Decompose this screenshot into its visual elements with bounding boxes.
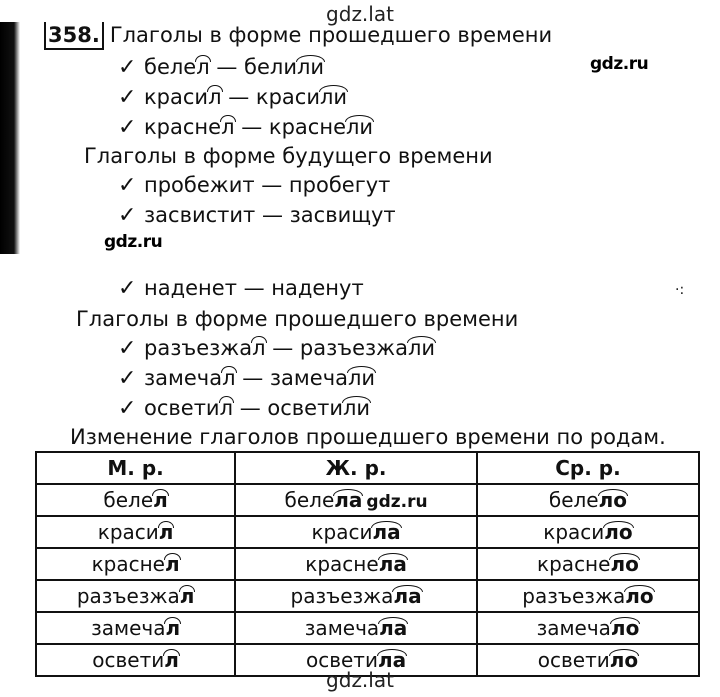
s1-item-2	[118, 84, 347, 111]
s3-item-1-a: разъезжа	[144, 336, 253, 360]
s1-item-1-suffix-a: л	[196, 55, 210, 79]
s3-item-3-suffix-b: ли	[342, 396, 371, 420]
dash: —	[242, 366, 264, 390]
s2-item-3-text: наденет — наденут	[144, 276, 364, 300]
s1-item-1-b: бели	[244, 55, 297, 79]
cell-masculine	[36, 516, 235, 548]
cell-suffix: ла	[379, 616, 408, 640]
s1-item-2-a: краси	[144, 85, 209, 109]
cell-stem: освети	[92, 648, 165, 672]
s3-item-2-a: замеча	[144, 366, 223, 390]
cell-suffix: л	[179, 584, 195, 608]
scan-edge-shadow	[0, 22, 20, 254]
s3-item-3-b: освети	[267, 396, 343, 420]
header-feminine: Ж. р.	[235, 452, 477, 484]
cell-stem: освети	[537, 648, 610, 672]
s1-item-1	[118, 54, 324, 81]
table-row	[36, 484, 699, 516]
header-neuter: Ср. р.	[477, 452, 699, 484]
s1-item-3	[118, 114, 373, 141]
s3-item-2-suffix-a: л	[222, 366, 236, 390]
watermark-side-1: gdz.ru	[590, 54, 649, 74]
s3-item-1-suffix-b: ли	[407, 336, 436, 360]
dash: —	[228, 85, 250, 109]
s1-item-3-suffix-b: ли	[346, 115, 374, 139]
s3-item-3-suffix-a: л	[219, 396, 234, 420]
section1-heading: Глаголы в форме прошедшего времени	[109, 23, 553, 47]
cell-suffix: ло	[609, 648, 639, 672]
cell-neuter	[477, 548, 699, 580]
dash: —	[241, 115, 263, 139]
section2-heading: Глаголы в форме будущего времени	[84, 144, 493, 168]
cell-feminine	[235, 612, 477, 644]
dash: —	[272, 336, 294, 360]
cell-feminine	[235, 580, 477, 612]
cell-stem: разъезжа	[76, 584, 180, 608]
cell-suffix: л	[165, 616, 181, 640]
cell-stem: освети	[305, 648, 378, 672]
s3-item-3-a: освети	[144, 396, 220, 420]
cell-neuter	[477, 516, 699, 548]
cell-stem: беле	[103, 488, 154, 512]
section3-heading: Глаголы в форме прошедшего времени	[76, 307, 519, 331]
table-caption: Изменение глаголов прошедшего времени по родам.	[70, 425, 666, 449]
cell-suffix: ла	[334, 488, 363, 512]
scan-speck: ·:	[675, 282, 685, 298]
table-row	[36, 612, 699, 644]
cell-stem: разъезжа	[522, 584, 626, 608]
s1-item-3-suffix-a: л	[221, 115, 235, 139]
s2-item-2-text: засвистит — засвищут	[144, 203, 396, 227]
s3-item-3	[118, 395, 370, 422]
cell-suffix: л	[153, 488, 168, 512]
header-masculine: М. р.	[36, 452, 235, 484]
cell-suffix: ло	[625, 584, 654, 608]
s3-item-1-suffix-a: л	[252, 336, 266, 360]
s2-item-1-text: пробежит — пробегут	[144, 173, 391, 197]
check-icon: ✓	[118, 85, 137, 110]
s1-item-1-suffix-b: ли	[296, 55, 325, 79]
s3-item-2	[118, 365, 375, 392]
section1-heading-line	[44, 22, 552, 50]
cell-neuter	[477, 612, 699, 644]
s1-item-2-suffix-a: л	[208, 85, 222, 109]
check-icon: ✓	[118, 55, 137, 80]
cell-masculine	[36, 612, 235, 644]
s2-item-3	[118, 275, 364, 302]
cell-masculine	[36, 580, 235, 612]
s2-item-1	[118, 172, 390, 199]
cell-stem: красне	[305, 552, 379, 576]
cell-suffix: ла	[377, 648, 407, 672]
cell-feminine	[235, 516, 477, 548]
s3-item-1-b: разъезжа	[299, 336, 408, 360]
check-icon: ✓	[118, 276, 137, 301]
cell-stem: краси	[97, 520, 159, 544]
cell-neuter	[477, 484, 699, 516]
cell-suffix: ло	[610, 616, 640, 640]
s2-item-2	[118, 202, 396, 229]
check-icon: ✓	[118, 366, 137, 391]
watermark-top: gdz.lat	[326, 2, 394, 26]
cell-stem: красне	[91, 552, 165, 576]
watermark-bottom: gdz.lat	[326, 668, 394, 692]
cell-feminine	[235, 484, 477, 516]
cell-suffix: ло	[610, 552, 639, 576]
cell-suffix: л	[164, 648, 179, 672]
cell-suffix: ло	[598, 488, 627, 512]
cell-neuter	[477, 580, 699, 612]
cell-stem: замеча	[304, 616, 380, 640]
cell-suffix: л	[158, 520, 174, 544]
exercise-number: 358.	[44, 22, 104, 50]
cell-stem: беле	[548, 488, 599, 512]
s1-item-2-suffix-b: ли	[319, 85, 348, 109]
cell-stem: разъезжа	[290, 584, 394, 608]
cell-stem: беле	[284, 488, 335, 512]
cell-stem: замеча	[536, 616, 611, 640]
table-row	[36, 548, 699, 580]
cell-suffix: ла	[372, 520, 401, 544]
s3-item-1	[118, 335, 435, 362]
gender-forms-table	[35, 451, 700, 677]
table-header-row	[36, 452, 699, 484]
cell-stem: краси	[543, 520, 605, 544]
s3-item-2-suffix-b: ли	[347, 366, 376, 390]
cell-stem: замеча	[91, 616, 166, 640]
cell-feminine	[235, 548, 477, 580]
table-row	[36, 516, 699, 548]
dash: —	[239, 396, 261, 420]
check-icon: ✓	[118, 336, 137, 361]
s1-item-3-b: красне	[268, 115, 346, 139]
check-icon: ✓	[118, 115, 137, 140]
cell-stem: красне	[537, 552, 611, 576]
cell-suffix: ло	[604, 520, 633, 544]
s3-item-2-b: замеча	[269, 366, 348, 390]
cell-masculine	[36, 548, 235, 580]
watermark-side-2: gdz.ru	[104, 232, 163, 252]
cell-stem: краси	[311, 520, 373, 544]
table-row	[36, 580, 699, 612]
check-icon: ✓	[118, 203, 137, 228]
watermark-side-3: gdz.ru	[366, 492, 428, 512]
s1-item-3-a: красне	[144, 115, 222, 139]
cell-suffix: л	[164, 552, 180, 576]
cell-suffix: ла	[378, 552, 407, 576]
s1-item-1-a: беле	[144, 55, 197, 79]
check-icon: ✓	[118, 396, 137, 421]
cell-suffix: ла	[393, 584, 422, 608]
cell-masculine	[36, 484, 235, 516]
check-icon: ✓	[118, 173, 137, 198]
s1-item-2-b: краси	[255, 85, 320, 109]
dash: —	[216, 55, 238, 79]
